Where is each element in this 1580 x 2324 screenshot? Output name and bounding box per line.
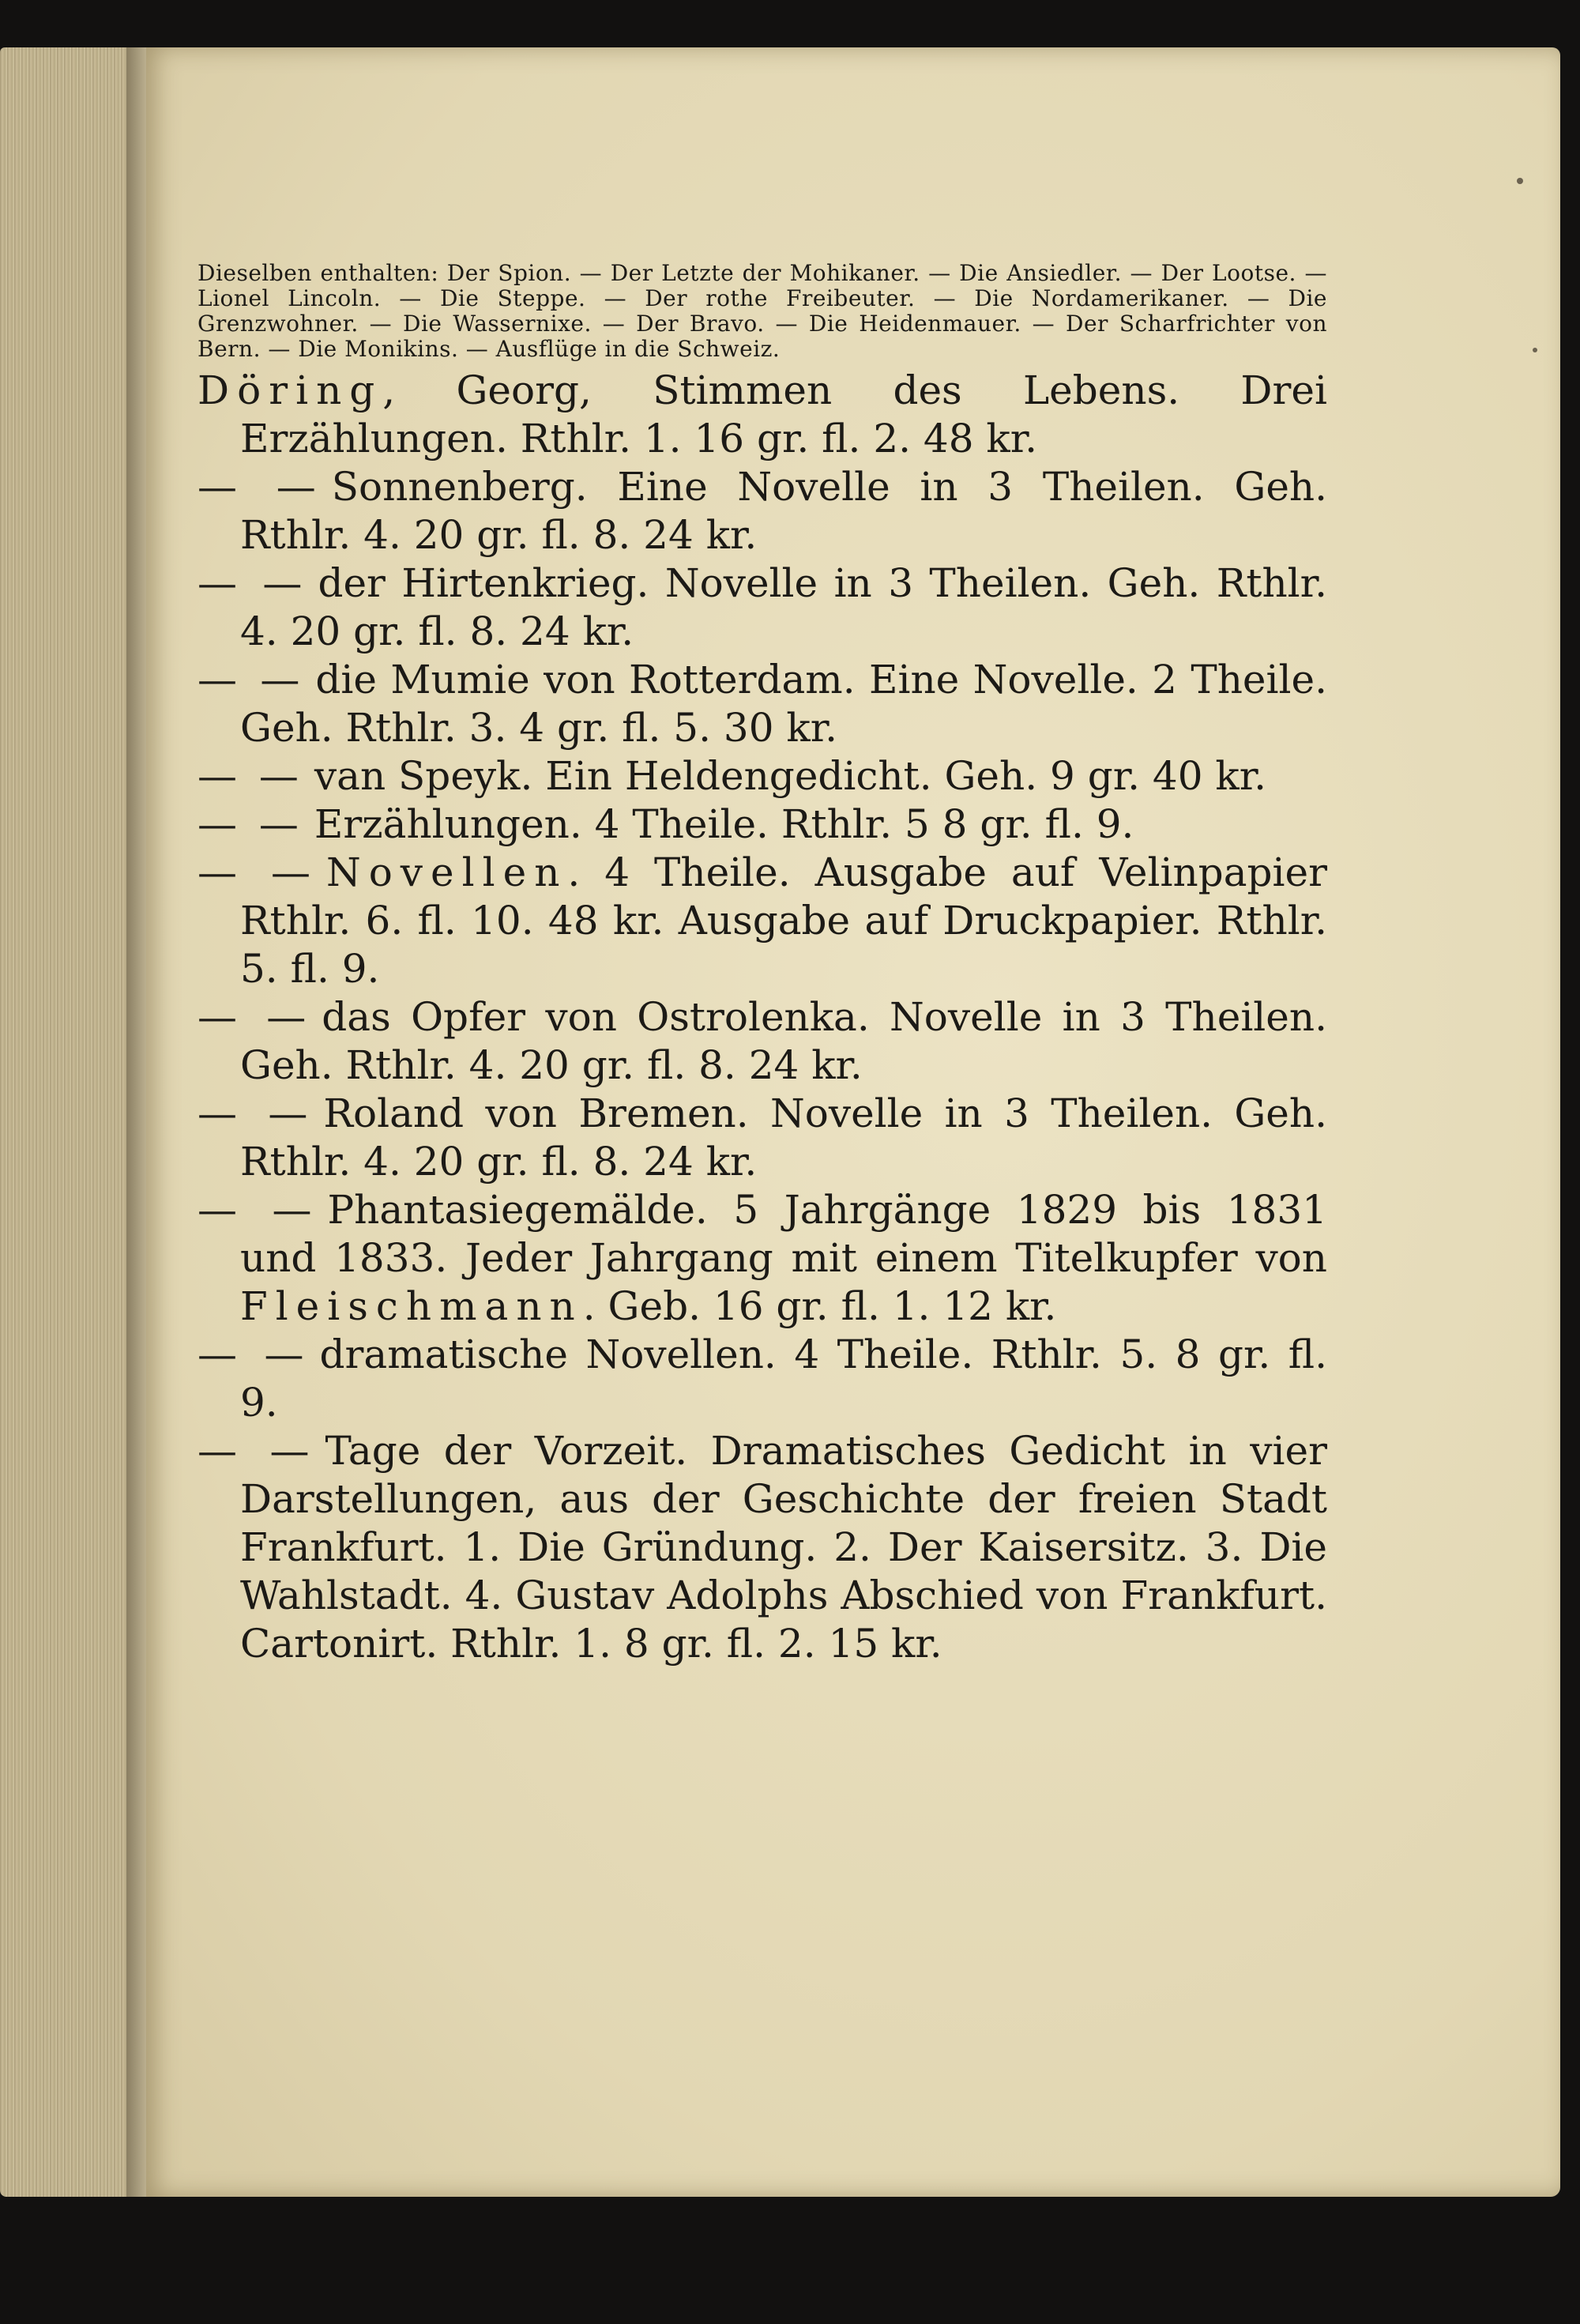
entry-van-speyk (198, 752, 1327, 800)
entry-erzaehlungen (198, 800, 1327, 849)
entry-dramatische-novellen (198, 1331, 1327, 1427)
entry-text: der Hirtenkrieg. Novelle in 3 Theilen. Geh. Rthlr. 4. 20 gr. fl. 8. 24 kr. (240, 560, 1327, 654)
ditto-dash: — — (198, 994, 311, 1040)
entry-ostrolenka (198, 993, 1327, 1090)
ditto-dash: — — (198, 1331, 309, 1377)
paper-speck (1517, 178, 1523, 184)
entry-text-tail: . Geb. 16 gr. fl. 1. 12 kr. (582, 1283, 1057, 1329)
entry-text: Phantasiegemälde. 5 Jahrgänge 1829 bis 1831 und 1833. Jeder Jahrgang mit einem Titelkupfer von (240, 1187, 1327, 1281)
entry-text: , Georg, Stimmen des Lebens. Drei Erzählungen. Rthlr. 1. 16 gr. fl. 2. 48 kr. (240, 367, 1327, 461)
entry-roland (198, 1090, 1327, 1186)
ditto-dash: — — (198, 1090, 313, 1136)
entry-hirtenkrieg (198, 559, 1327, 656)
author-name: Döring (198, 367, 383, 413)
entry-text: Tage der Vorzeit. Dramatisches Gedicht in vier Darstellungen, aus der Geschichte der freien Stadt Frankfurt. 1. Die Gründung. 2. Der Kaisersitz. 3. Die Wahlstadt. 4. Gustav Adolphs Abschied von Frankfurt. Cartonirt. Rthlr. 1. 8 gr. fl. 2. 15 kr. (240, 1428, 1327, 1667)
ditto-dash: — — (198, 753, 303, 799)
entry-text: die Mumie von Rotterdam. Eine Novelle. 2 Theile. Geh. Rthlr. 3. 4 gr. fl. 5. 30 kr. (240, 657, 1327, 751)
entry-text: Sonnenberg. Eine Novelle in 3 Theilen. Geh. Rthlr. 4. 20 gr. fl. 8. 24 kr. (240, 464, 1327, 558)
ditto-dash: — — (198, 1187, 317, 1233)
ditto-dash: — — (198, 560, 307, 606)
entry-tage-der-vorzeit (198, 1427, 1327, 1668)
entry-text: das Opfer von Ostrolenka. Novelle in 3 Theilen. Geh. Rthlr. 4. 20 gr. fl. 8. 24 kr. (240, 994, 1327, 1088)
entry-list (198, 367, 1327, 1668)
paper-speck (1533, 348, 1537, 352)
entry-text: . 4 Theile. Ausgabe auf Velinpapier Rthlr. 6. fl. 10. 48 kr. Ausgabe auf Druckpapier. Rthlr. 5. fl. 9. (240, 849, 1327, 992)
entry-text: Roland von Bremen. Novelle in 3 Theilen. Geh. Rthlr. 4. 20 gr. fl. 8. 24 kr. (240, 1090, 1327, 1185)
entry-spaced-title: Novellen (325, 849, 568, 895)
entry-text: Erzählungen. 4 Theile. Rthlr. 5 8 gr. fl. 9. (314, 801, 1134, 847)
page-edges (0, 47, 138, 2197)
ditto-dash: — — (198, 657, 305, 702)
ditto-dash: — — (198, 464, 321, 510)
catalog-text (198, 261, 1327, 1668)
illustrator-name: Fleischmann (240, 1283, 583, 1329)
entry-text: van Speyk. Ein Heldengedicht. Geh. 9 gr. 40 kr. (314, 753, 1267, 799)
ditto-dash: — — (198, 1428, 314, 1474)
entry-novellen (198, 849, 1327, 993)
entry-text: dramatische Novellen. 4 Theile. Rthlr. 5. 8 gr. fl. 9. (240, 1331, 1327, 1426)
entry-sonnenberg (198, 463, 1327, 559)
entry-mumie (198, 656, 1327, 752)
ditto-dash: — — (198, 801, 303, 847)
entry-phantasiegemaelde (198, 1186, 1327, 1331)
contents-note: Dieselben enthalten: Der Spion. — Der Letzte der Mohikaner. — Die Ansiedler. — Der Lootse. — Lionel Lincoln. — Die Steppe. — Der rothe Freibeuter. — Die Nordamerikaner. — Die Grenzwohner. — Die Wassernixe. — Der Bravo. — Die Heidenmauer. — Der Scharfrichter von Bern. — Die Monikins. — Ausflüge in die Schweiz. (198, 260, 1327, 362)
ditto-dash: — — (198, 849, 315, 895)
entry-doering-stimmen (198, 367, 1327, 463)
